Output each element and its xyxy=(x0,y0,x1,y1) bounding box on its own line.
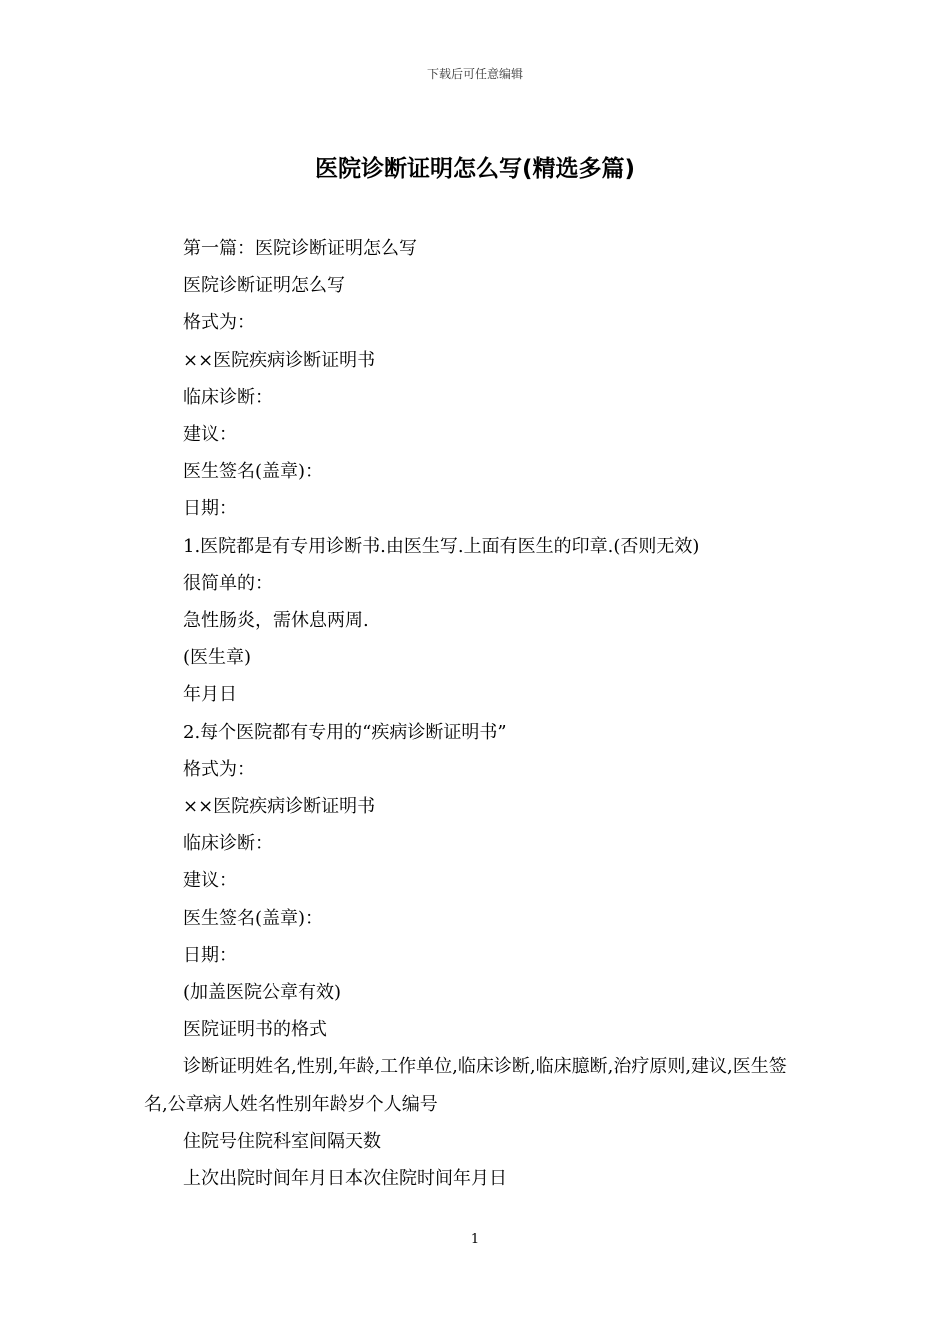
paragraph: ××医院疾病诊断证明书 xyxy=(183,796,376,818)
paragraph: 年月日 xyxy=(183,684,237,706)
paragraph: 临床诊断： xyxy=(183,833,273,855)
page-number: 1 xyxy=(470,1232,480,1247)
document-body xyxy=(144,230,808,1197)
paragraph: 医院诊断证明怎么写 xyxy=(183,275,345,297)
paragraph: ××医院疾病诊断证明书 xyxy=(183,349,376,371)
paragraph: (加盖医院公章有效) xyxy=(183,982,342,1004)
paragraph: (医生章) xyxy=(183,647,252,669)
paragraph: 格式为： xyxy=(183,312,255,334)
paragraph: 很简单的： xyxy=(183,572,273,594)
paragraph: 建议： xyxy=(183,424,237,446)
paragraph: 诊断证明姓名,性别,年龄,工作单位,临床诊断,临床臆断,治疗原则,建议,医生签名,公章病人姓名性别年龄岁个人编号 xyxy=(144,1056,787,1115)
paragraph: 日期： xyxy=(183,498,237,520)
paragraph: 医院证明书的格式 xyxy=(183,1019,327,1041)
paragraph: 临床诊断： xyxy=(183,386,273,408)
paragraph: 医生签名(盖章)： xyxy=(183,461,324,483)
paragraph: 第一篇：医院诊断证明怎么写 xyxy=(183,238,417,259)
document-title: 医院诊断证明怎么写(精选多篇) xyxy=(314,156,636,182)
paragraph: 1.医院都是有专用诊断书.由医生写.上面有医生的印章.(否则无效) xyxy=(183,535,700,557)
header-note: 下载后可任意编辑 xyxy=(426,67,523,81)
paragraph: 格式为： xyxy=(183,758,255,780)
paragraph: 急性肠炎，需休息两周. xyxy=(183,610,369,632)
paragraph: 日期： xyxy=(183,944,237,966)
paragraph: 2.每个医院都有专用的“疾病诊断证明书” xyxy=(183,721,507,743)
paragraph: 住院号住院科室间隔天数 xyxy=(183,1130,381,1152)
paragraph: 上次出院时间年月日本次住院时间年月日 xyxy=(183,1168,507,1190)
paragraph: 建议： xyxy=(183,870,237,892)
paragraph: 医生签名(盖章)： xyxy=(183,907,324,929)
